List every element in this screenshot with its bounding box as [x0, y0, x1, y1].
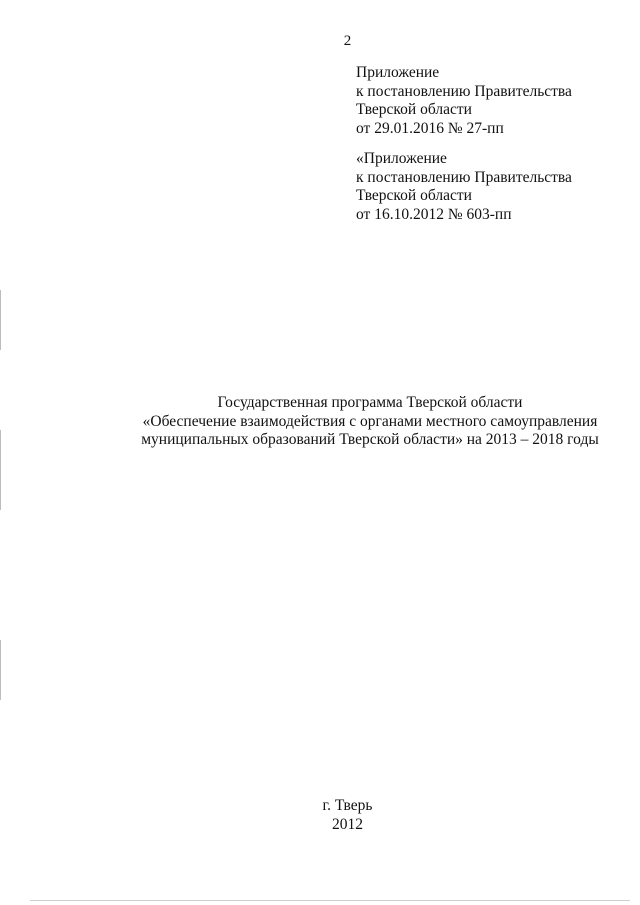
- document-footer: [0, 796, 640, 834]
- appendix-original-block: [356, 150, 572, 224]
- appendix-current-line-1: Приложение: [356, 64, 440, 81]
- appendix-current-line-2: к постановлению Правительства: [356, 82, 572, 100]
- footer-city: г. Тверь: [322, 797, 373, 814]
- appendix-original-line-4: от 16.10.2012 № 603-пп: [356, 205, 512, 223]
- footer-year: 2012: [332, 816, 363, 833]
- appendix-original-line-1: «Приложение: [356, 150, 447, 167]
- program-title: [100, 394, 640, 450]
- program-title-line-1: Государственная программа Тверской области: [217, 394, 523, 411]
- appendix-original-line-3: Тверской области: [356, 187, 472, 204]
- appendix-current-block: [356, 64, 572, 138]
- scan-edge-mark-top: [0, 290, 1, 350]
- program-title-line-2: «Обеспечение взаимодействия с органами местного самоуправления: [142, 412, 598, 430]
- appendix-current-line-3: Тверской области: [356, 101, 472, 118]
- appendix-current-line-4: от 29.01.2016 № 27-пп: [356, 119, 504, 137]
- scan-edge-mark-middle: [0, 430, 1, 510]
- page-number: 2: [343, 33, 352, 49]
- scan-edge-mark-bottom: [0, 640, 1, 700]
- program-title-line-3: муниципальных образований Тверской области» на 2013 – 2018 годы: [141, 431, 599, 448]
- appendix-original-line-2: к постановлению Правительства: [356, 168, 572, 186]
- scan-bottom-edge: [30, 900, 630, 901]
